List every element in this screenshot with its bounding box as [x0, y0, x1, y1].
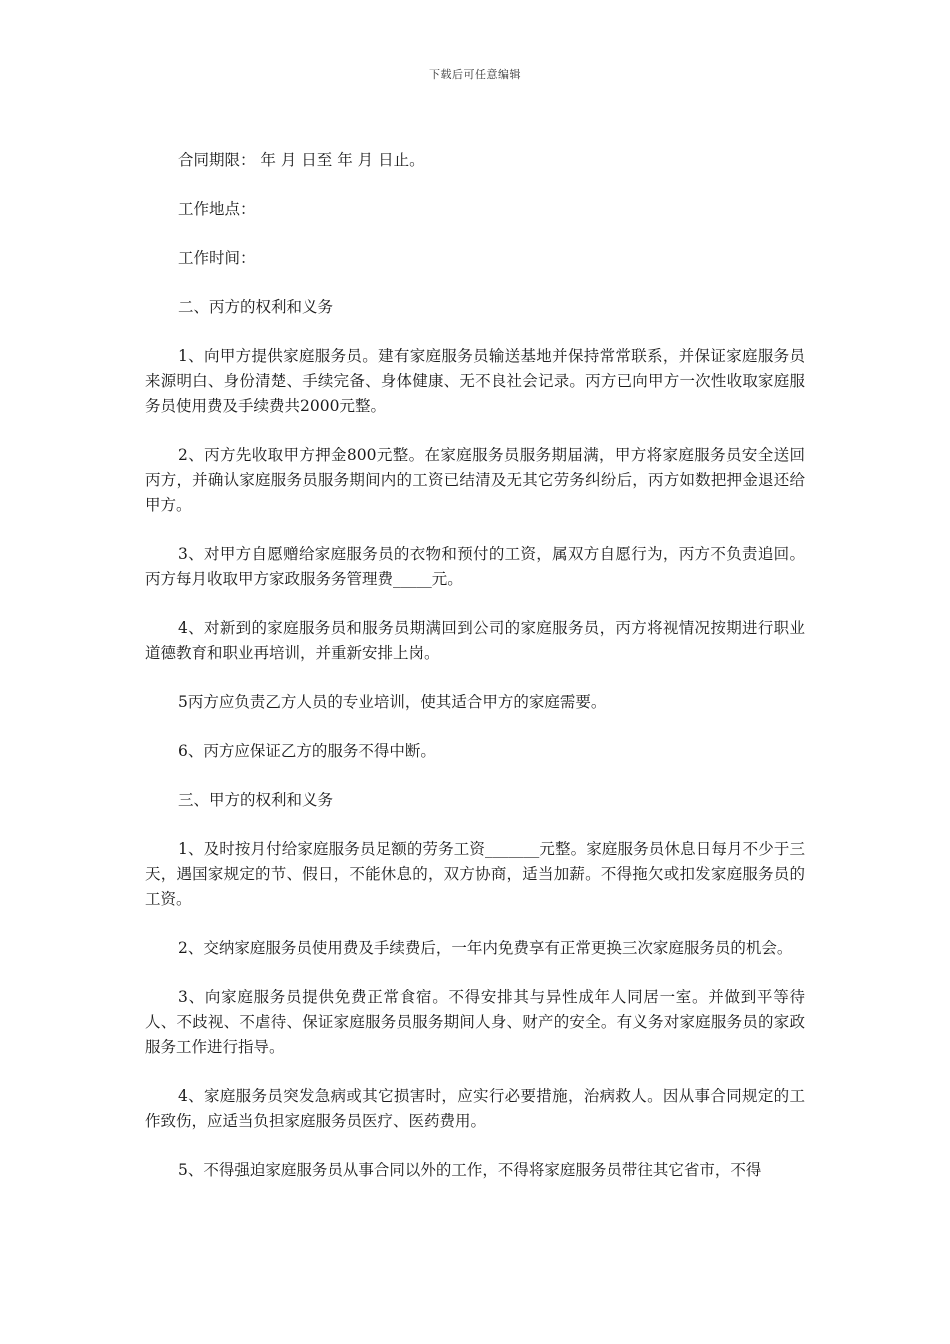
section-heading-party-c: 二、丙方的权利和义务	[178, 298, 334, 316]
party-c-clause-3: 3、对甲方自愿赠给家庭服务员的衣物和预付的工资，属双方自愿行为，丙方不负责追回。丙方每月收取甲方家政服务务管理费_____元。	[145, 545, 805, 588]
work-location-line: 工作地点：	[178, 200, 256, 218]
section-heading-party-a: 三、甲方的权利和义务	[178, 791, 334, 809]
page-header: 下载后可任意编辑	[429, 68, 521, 81]
party-c-clause-4: 4、对新到的家庭服务员和服务员期满回到公司的家庭服务员，丙方将视情况按期进行职业道德教育和职业再培训，并重新安排上岗。	[145, 619, 805, 662]
party-c-clause-6: 6、丙方应保证乙方的服务不得中断。	[178, 742, 436, 760]
party-a-clause-1: 1、及时按月付给家庭服务员足额的劳务工资_______元整。家庭服务员休息日每月不少于三天，遇国家规定的节、假日，不能休息的，双方协商，适当加薪。不得拖欠或扣发家庭服务员的工资。	[145, 840, 805, 908]
party-a-clause-2: 2、交纳家庭服务员使用费及手续费后，一年内免费享有正常更换三次家庭服务员的机会。	[178, 939, 793, 957]
document-body	[145, 148, 805, 1207]
party-c-clause-2: 2、丙方先收取甲方押金800元整。在家庭服务员服务期届满，甲方将家庭服务员安全送回丙方，并确认家庭服务员服务期间内的工资已结清及无其它劳务纠纷后，丙方如数把押金退还给甲方。	[145, 446, 805, 514]
contract-term-line: 合同期限： 年 月 日至 年 月 日止。	[178, 151, 425, 169]
party-a-clause-5: 5、不得强迫家庭服务员从事合同以外的工作，不得将家庭服务员带往其它省市，不得	[178, 1161, 762, 1179]
work-time-line: 工作时间：	[178, 249, 256, 267]
party-c-clause-5: 5丙方应负责乙方人员的专业培训，使其适合甲方的家庭需要。	[178, 693, 607, 711]
party-a-clause-3: 3、向家庭服务员提供免费正常食宿。不得安排其与异性成年人同居一室。并做到平等待人、不歧视、不虐待、保证家庭服务员服务期间人身、财产的安全。有义务对家庭服务员的家政服务工作进行指导。	[145, 988, 805, 1056]
party-a-clause-4: 4、家庭服务员突发急病或其它损害时，应实行必要措施，治病救人。因从事合同规定的工作致伤，应适当负担家庭服务员医疗、医药费用。	[145, 1087, 805, 1130]
party-c-clause-1: 1、向甲方提供家庭服务员。建有家庭服务员输送基地并保持常常联系，并保证家庭服务员来源明白、身份清楚、手续完备、身体健康、无不良社会记录。丙方已向甲方一次性收取家庭服务员使用费及手续费共2000元整。	[145, 347, 805, 415]
